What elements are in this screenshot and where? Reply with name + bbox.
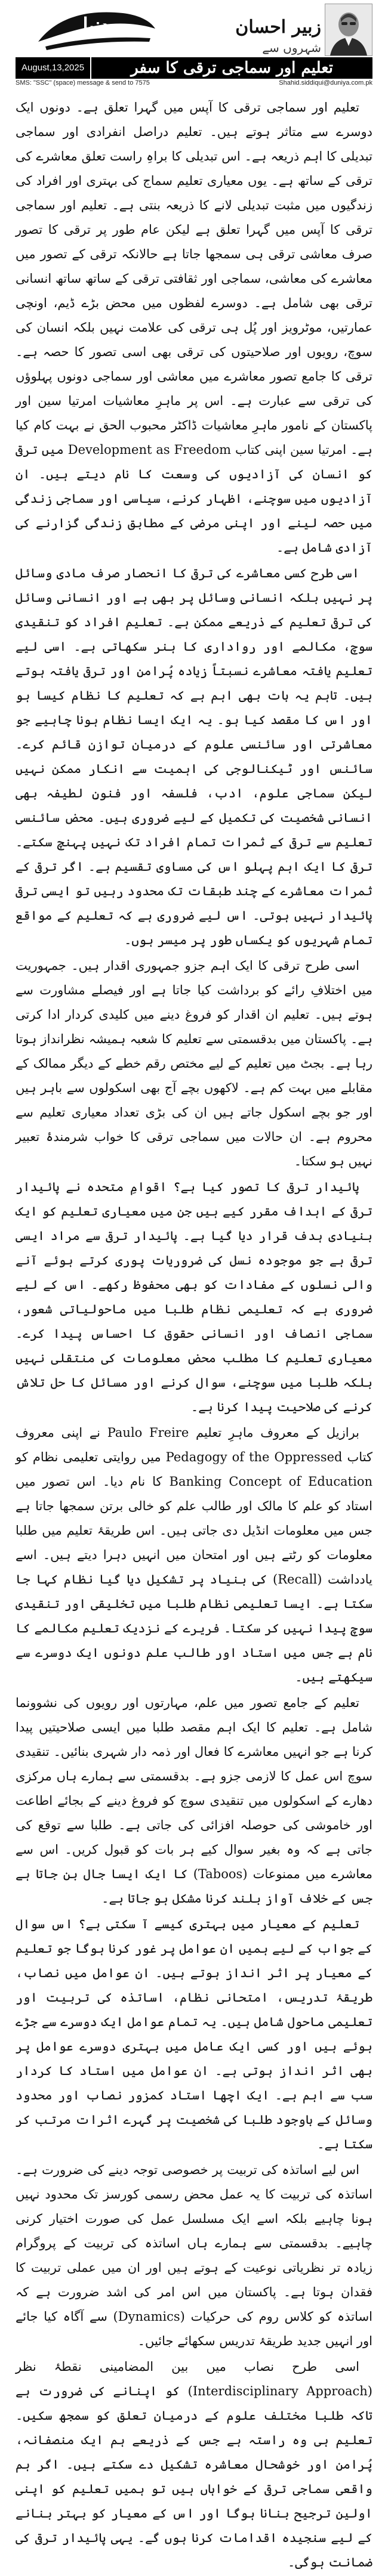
article-paragraph-3: اسی طرح ترقی کا ایک اہم جزو جمہوری اقدار ہیں۔ جمہوریت میں اختلافِ رائے کو برداشت کیا جاتا ہے اور فیصلے مشاورت سے ہوتے ہیں۔ تعلیم ان اقدار کو فروغ دینے میں کلیدی کردار ادا کرتی ہے۔ پاکستان میں بدقسمتی سے تعلیم کا شعبہ ہمیشہ نظرانداز ہوتا رہا ہے۔ بجٹ میں تعلیم کے لیے مختص رقم خطے کے دیگر ممالک کے مقابلے میں بہت کم ہے۔ لاکھوں بچے آج بھی اسکولوں سے باہر ہیں اور جو بچے اسکول جاتے ہیں ان کی بڑی تعداد معیاری تعلیم سے محروم ہے۔ ان حالات میں سماجی ترقی کا خواب شرمندۂ تعبیر نہیں ہو سکتا۔ xyxy=(16,958,372,1168)
logo-brush-icon xyxy=(33,5,159,52)
author-name: زبیر احسان xyxy=(235,17,321,38)
article-paragraph-8: اس لیے اساتذہ کی تربیت پر خصوصی توجہ دینے کی ضرورت ہے۔ اساتذہ کی تربیت کا یہ عمل محض رسمی کورسز تک محدود نہیں ہونا چاہیے بلکہ اسے ایک مسلسل عمل کی صورت اختیار کرنی چاہیے۔ بدقسمتی سے ہمارے ہاں اساتذہ کی تربیت کے پروگرام زیادہ تر نظریاتی نوعیت کے ہوتے ہیں اور ان میں عملی تربیت کا فقدان ہوتا ہے۔ پاکستان میں اس امر کی اشد ضرورت ہے کہ اساتذہ کو کلاس روم کی حرکیات (Dynamics) سے آگاہ کیا جائے اور انہیں جدید طریقۂ تدریس سکھائے جائیں۔ xyxy=(16,2163,372,2348)
article-paragraph-6: تعلیم کے جامع تصور میں علم، مہارتوں اور رویوں کی نشوونما شامل ہے۔ تعلیم کا ایک اہم مقصد طلبا میں ایسی صلاحیتیں پیدا کرنا ہے جو انہیں معاشرے کا فعال اور ذمہ دار شہری بنائیں۔ تنقیدی سوچ اس عمل کا لازمی جزو ہے۔ بدقسمتی سے ہمارے ہاں مرکزی دھارے کے اسکولوں میں تنقیدی سوچ کو فروغ دینے کے بجائے اطاعت اور خاموشی کی حوصلہ افزائی کی جاتی ہے۔ طلبا سے توقع کی جاتی ہے کہ وہ بغیر سوال کیے ہر بات کو قبول کریں۔ اس سے معاشرے میں ممنوعات (Taboos) کا ایک ایسا جال بن جاتا ہے جس کے خلاف آواز بلند کرنا مشکل ہو جاتا ہے۔ xyxy=(16,1696,373,1906)
sms-instructions: SMS: "SSC" (space) message & send to 7575 xyxy=(16,79,150,86)
author-portrait-icon xyxy=(325,4,372,55)
masthead xyxy=(16,0,372,88)
article-headline: تعلیم اور سماجی ترقی کا سفر xyxy=(131,59,333,77)
title-bar xyxy=(16,57,372,79)
article-body xyxy=(16,95,372,2576)
author-byline xyxy=(235,4,372,57)
article-paragraph-9: اسی طرح نصاب میں بین المضامینی نقطۂ نظر (Interdisciplinary Approach) کو اپنانے کی ضرورت ہے تاکہ طلبا مختلف علوم کے درمیان تعلق کو سمجھ سکیں۔ تعلیم ہی وہ راستہ ہے جس کے ذریعے ہم ایک منصفانہ، پُرامن اور خوشحال معاشرہ تشکیل دے سکتے ہیں۔ اگر ہم واقعی سماجی ترقی کے خواہاں ہیں تو ہمیں تعلیم کو اپنی اولین ترجیح بنانا ہوگا اور اس کے معیار کو بہتر بنانے کے لیے سنجیدہ اقدامات کرنا ہوں گے۔ یہی پائیدار ترقی کی ضمانت ہوگی۔ xyxy=(16,2359,372,2569)
svg-text:دنیا: دنیا xyxy=(82,14,110,38)
author-subtitle: شہروں سے xyxy=(262,41,321,55)
publish-date: August,13,2025 xyxy=(16,57,91,79)
article-paragraph-4: پائیدار ترقی کا تصور کیا ہے؟ اقوامِ متحدہ نے پائیدار ترقی کے اہداف مقرر کیے ہیں جن میں معیاری تعلیم کو ایک بنیادی ہدف قرار دیا گیا ہے۔ پائیدار ترقی سے مراد ایسی ترقی ہے جو موجودہ نسل کی ضروریات پوری کرتے ہوئے آنے والی نسلوں کے مفادات کو بھی محفوظ رکھے۔ اس کے لیے ضروری ہے کہ تعلیمی نظام طلبا میں ماحولیاتی شعور، سماجی انصاف اور انسانی حقوق کا احساس پیدا کرے۔ معیاری تعلیم کا مطلب محض معلومات کی منتقلی نہیں بلکہ طلبا میں سوچنے، سوال کرنے اور مسائل کا حل تلاش کرنے کی صلاحیت پیدا کرنا ہے۔ xyxy=(16,1180,372,1414)
article-paragraph-7: تعلیم کے معیار میں بہتری کیسے آ سکتی ہے؟ اس سوال کے جواب کے لیے ہمیں ان عوامل پر غور کرنا ہوگا جو تعلیم کے معیار پر اثر انداز ہوتے ہیں۔ ان عوامل میں نصاب، طریقۂ تدریس، امتحانی نظام، اساتذہ کی تربیت اور تعلیمی ماحول شامل ہیں۔ یہ تمام عوامل ایک دوسرے سے جڑے ہوئے ہیں اور کسی ایک عامل میں بہتری دوسرے عوامل پر بھی اثر انداز ہوتی ہے۔ ان عوامل میں استاد کا کردار سب سے اہم ہے۔ ایک اچھا استاد کمزور نصاب اور محدود وسائل کے باوجود طلبا کی شخصیت پر گہرے اثرات مرتب کر سکتا ہے۔ xyxy=(16,1917,372,2151)
newspaper-logo xyxy=(33,5,159,52)
author-photo xyxy=(325,4,372,56)
author-email: Shahid.siddiqui@duniya.com.pk xyxy=(279,79,372,86)
article-paragraph-5: برازیل کے معروف ماہرِ تعلیم Paulo Freire نے اپنی معروف کتاب Pedagogy of the Oppressed میں روایتی تعلیمی نظام کو Banking Concept of Education کا نام دیا۔ اس تصور میں استاد کو علم کا مالک اور طالب علم کو خالی برتن سمجھا جاتا ہے جس میں معلومات انڈیل دی جاتی ہیں۔ اس طریقۂ تعلیم میں طلبا معلومات کو رٹتے ہیں اور امتحان میں انہیں دہرا دیتے ہیں۔ اسے یادداشت (Recall) کی بنیاد پر تشکیل دیا گیا نظام کہا جا سکتا ہے۔ ایسا تعلیمی نظام طلبا میں تخلیقی اور تنقیدی سوچ پیدا نہیں کر سکتا۔ فریرے کے نزدیک تعلیم مکالمے کا نام ہے جس میں استاد اور طالب علم دونوں ایک دوسرے سے سیکھتے ہیں۔ xyxy=(16,1425,372,1684)
contact-row xyxy=(16,79,372,88)
article-paragraph-2: اسی طرح کسی معاشرے کی ترقی کا انحصار صرف مادی وسائل پر نہیں بلکہ انسانی وسائل پر بھی ہے اور انسانی وسائل کی ترقی تعلیم کے ذریعے ممکن ہے۔ تعلیم افراد کو تنقیدی سوچ، مکالمے اور رواداری کا ہنر سکھاتی ہے۔ اسی لیے تعلیم یافتہ معاشرے نسبتاً زیادہ پُرامن اور ترقی یافتہ ہوتے ہیں۔ تاہم یہ بات بھی اہم ہے کہ تعلیم کا نظام کیسا ہو اور اس کا مقصد کیا ہو۔ یہ ایک ایسا نظام ہونا چاہیے جو معاشرتی اور سائنسی علوم کے درمیان توازن قائم کرے۔ سائنس اور ٹیکنالوجی کی اہمیت سے انکار ممکن نہیں لیکن سماجی علوم، ادب، فلسفہ اور فنونِ لطیفہ بھی انسانی شخصیت کی تکمیل کے لیے ضروری ہیں۔ محض سائنسی تعلیم سے ترقی کے ثمرات تمام افراد تک نہیں پہنچ سکتے۔ ترقی کا ایک اہم پہلو اس کی مساوی تقسیم ہے۔ اگر ترقی کے ثمرات معاشرے کے چند طبقات تک محدود رہیں تو ایسی ترقی پائیدار نہیں ہوتی۔ اس لیے ضروری ہے کہ تعلیم کے مواقع تمام شہریوں کو یکساں طور پر میسر ہوں۔ xyxy=(16,566,372,947)
article-paragraph-1: تعلیم اور سماجی ترقی کا آپس میں گہرا تعلق ہے۔ دونوں ایک دوسرے سے متاثر ہوتے ہیں۔ تعلیم دراصل انفرادی اور سماجی تبدیلی کا اہم ذریعہ ہے۔ اس تبدیلی کا براہِ راست تعلق معاشرے کی ترقی کے ساتھ ہے۔ یوں معیاری تعلیم سماج کی بہتری اور افراد کی زندگیوں میں مثبت تبدیلی لانے کا ذریعہ بنتی ہے۔ تعلیم اور سماجی ترقی کا آپس میں گہرا تعلق ہے لیکن عام طور پر ترقی کا تصور صرف معاشی ترقی ہی سمجھا جاتا ہے حالانکہ ترقی کے تصور میں معاشرے کی معاشی، سماجی اور ثقافتی ترقی کے ساتھ ساتھ انسانی ترقی بھی شامل ہے۔ دوسرے لفظوں میں محض بڑے ڈیم، اونچی عمارتیں، موٹرویز اور پُل ہی ترقی کی علامت نہیں بلکہ انسان کی سوچ، رویوں اور صلاحیتوں کی ترقی بھی اسی تصور کا حصہ ہے۔ ترقی کا جامع تصور معاشرے میں معاشی اور سماجی دونوں پہلوؤں کی ترقی سے عبارت ہے۔ اس پر ماہرِ معاشیات امرتیا سین اور پاکستان کے نامور ماہرِ معاشیات ڈاکٹر محبوب الحق نے بہت کام کیا ہے۔ امرتیا سین اپنی کتاب Development as Freedom میں ترقی کو انسان کی آزادیوں کی وسعت کا نام دیتے ہیں۔ ان آزادیوں میں سوچنے، اظہار کرنے، سیاسی اور سماجی زندگی میں حصہ لینے اور اپنی مرضی کے مطابق زندگی گزارنے کی آزادی شامل ہے۔ xyxy=(16,100,372,555)
